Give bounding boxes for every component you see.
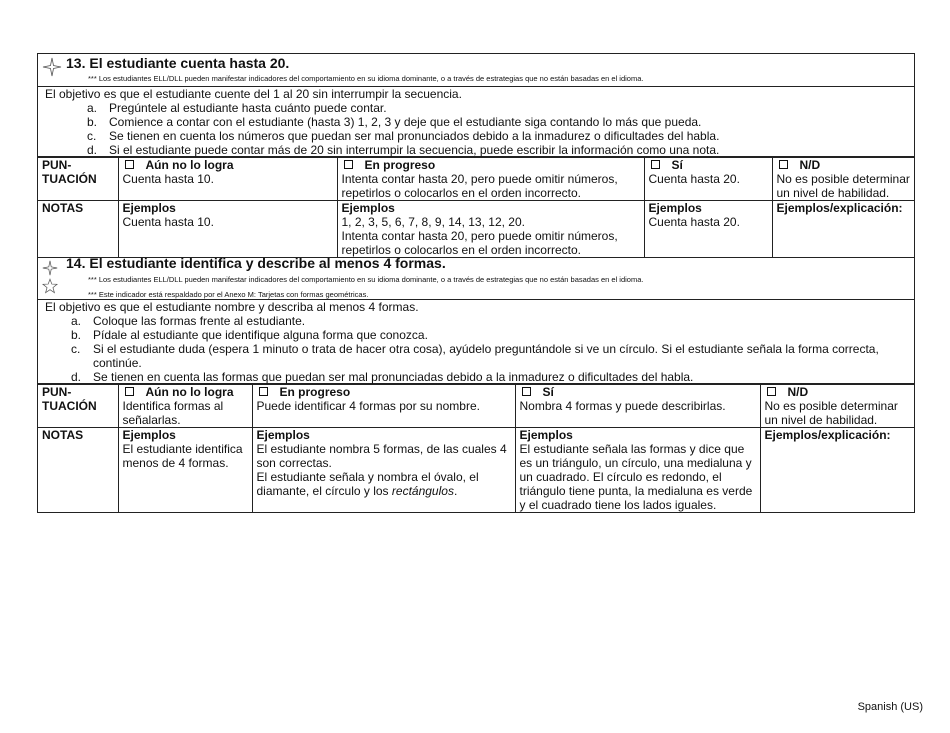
ell-note: *** Los estudiantes ELL/DLL pueden manifestar indicadores del comportamiento en su idioma dominante, o a través de estrategias que no están basadas en el idioma. [88,74,644,83]
example-cell: Ejemplos Cuenta hasta 10. [118,201,337,258]
list-item: b. Comience a contar con el estudiante (hasta 3) 1, 2, 3 y deje que el estudiante siga contando lo más que pueda. [87,115,702,129]
level-cell: N/D No es posible determinar un nivel de habilidad. [772,158,914,201]
question-14-header [38,254,914,300]
list-item: b. Pídale al estudiante que identifique alguna forma que conozca. [71,328,428,342]
table-row [38,158,914,201]
checkbox-nd[interactable] [767,387,776,396]
table-row [38,428,914,513]
list-item: c. Si el estudiante duda (espera 1 minuto o trata de hacer otra cosa), ayúdelo preguntándole si ve un círculo. Si el estudiante señala la forma correcta, continúe. [71,342,879,370]
question-13-header [38,53,914,87]
objective-section [38,87,914,157]
score-label: PUN- TUACIÓN [38,385,118,428]
example-cell: Ejemplos El estudiante identifica menos de 4 formas. [118,428,252,513]
question-13-block [37,53,915,258]
rubric-table-13 [38,157,914,258]
example-cell: Ejemplos Cuenta hasta 20. [644,201,772,258]
instruction-list [45,314,914,384]
annex-note: *** Este indicador está respaldado por el Anexo M: Tarjetas con formas geométricas. [88,290,369,299]
example-cell: Ejemplos 1, 2, 3, 5, 6, 7, 8, 9, 14, 13, 12, 20. Intenta contar hasta 20, pero puede omitir números, repetirlos o colocarlos en el orden incorrecto. [337,201,644,258]
list-item: d. Se tienen en cuenta las formas que puedan ser mal pronunciadas debido a la inmadurez o dificultades del habla. [71,370,694,384]
level-cell: N/D No es posible determinar un nivel de habilidad. [760,385,914,428]
question-14-title: 14. El estudiante identifica y describe al menos 4 formas. [66,255,446,271]
table-row [38,201,914,258]
level-cell: Sí Cuenta hasta 20. [644,158,772,201]
question-14-block [37,254,915,513]
checkbox-aun-no[interactable] [125,387,134,396]
rubric-table-14 [38,384,914,513]
checkbox-en-progreso[interactable] [344,160,353,169]
list-item: a. Pregúntele al estudiante hasta cuánto puede contar. [87,101,387,115]
checkbox-en-progreso[interactable] [259,387,268,396]
checkbox-aun-no[interactable] [125,160,134,169]
checkbox-si[interactable] [651,160,660,169]
objective-text: El objetivo es que el estudiante cuente del 1 al 20 sin interrumpir la secuencia. [45,87,462,101]
example-cell: Ejemplos El estudiante señala las formas y dice que es un triángulo, un círculo, una medialuna y un cuadrado. El círculo es redondo, el triángulo tiene punta, la medialuna es verde y el cuadrado tiene los lados iguales. [515,428,760,513]
ell-note: *** Los estudiantes ELL/DLL pueden manifestar indicadores del comportamiento en su idioma dominante, o a través de estrategias que no están basadas en el idioma. [88,275,644,284]
objective-text: El objetivo es que el estudiante nombre y describa al menos 4 formas. [45,300,419,314]
level-cell: En progreso Intenta contar hasta 20, pero puede omitir números, repetirlos o colocarlos en el orden incorrecto. [337,158,644,201]
level-cell: En progreso Puede identificar 4 formas por su nombre. [252,385,515,428]
sparkle-icon [42,260,58,276]
notes-label: NOTAS [38,201,118,258]
question-13-title: 13. El estudiante cuenta hasta 20. [66,55,290,71]
checkbox-nd[interactable] [779,160,788,169]
level-cell: Aún no lo logra Cuenta hasta 10. [118,158,337,201]
list-item: d. Si el estudiante puede contar más de 20 sin interrumpir la secuencia, puede escribir la información como una nota. [87,143,720,157]
table-row [38,385,914,428]
explanation-cell[interactable]: Ejemplos/explicación: [772,201,914,258]
list-item: c. Se tienen en cuenta los números que puedan ser mal pronunciados debido a la inmadurez o dificultades del habla. [87,129,720,143]
list-item: a. Coloque las formas frente al estudiante. [71,314,306,328]
explanation-cell[interactable]: Ejemplos/explicación: [760,428,914,513]
checkbox-si[interactable] [522,387,531,396]
level-cell: Aún no lo logra Identifica formas al señalarlas. [118,385,252,428]
instruction-list [45,101,914,157]
objective-section [38,300,914,384]
notes-label: NOTAS [38,428,118,513]
level-cell: Sí Nombra 4 formas y puede describirlas. [515,385,760,428]
example-cell: Ejemplos El estudiante nombra 5 formas, de las cuales 4 son correctas. El estudiante señala y nombra el óvalo, el diamante, el círculo y los rectángulos. [252,428,515,513]
score-label: PUN- TUACIÓN [38,158,118,201]
language-label: Spanish (US) [857,701,923,713]
